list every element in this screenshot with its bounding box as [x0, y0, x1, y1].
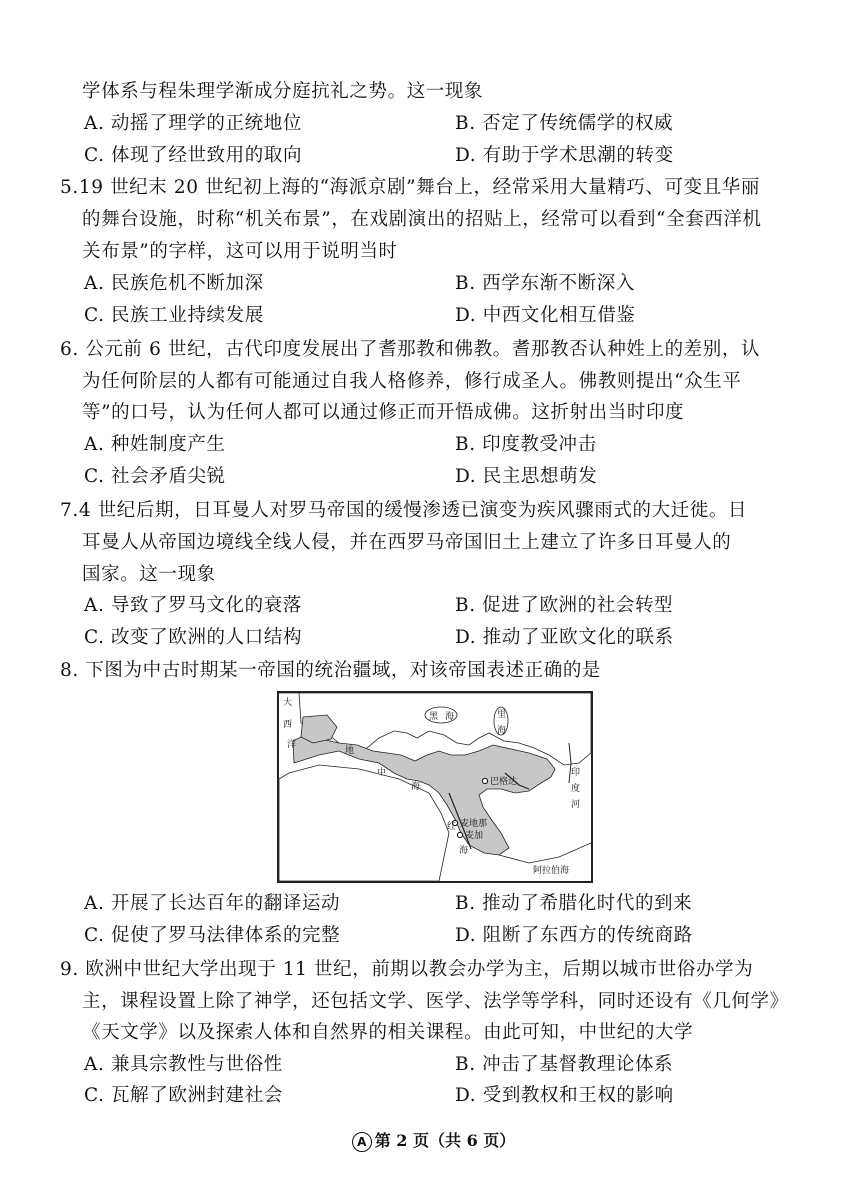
label-atlantic-3: 洋: [287, 740, 297, 750]
q4-option-a[interactable]: A. 动摇了理学的正统地位: [84, 113, 302, 134]
label-indus-2: 度: [571, 784, 581, 794]
label-red-1: 红: [447, 822, 457, 832]
label-med-2: 中: [377, 768, 387, 778]
q5-stem-line-1: 5.19 世纪末 20 世纪初上海的“海派京剧”舞台上，经常采用大量精巧、可变且华丽: [60, 177, 760, 198]
label-atlantic-2: 西: [283, 720, 293, 730]
q5-stem-line-2: 的舞台设施，时称“机关布景”，在戏剧演出的招贴上，经常可以看到“全套西洋机: [82, 209, 762, 230]
q9-stem-line-3: 《天文学》以及探索人体和自然界的相关课程。由此可知，中世纪的大学: [82, 1022, 694, 1043]
q5-option-c[interactable]: C. 民族工业持续发展: [84, 305, 264, 326]
q4-stem-tail: 学体系与程朱理学渐成分庭抗礼之势。这一现象: [82, 81, 484, 102]
label-medina: 麦地那: [460, 819, 488, 829]
label-med-3: 海: [411, 782, 421, 792]
q8-option-a[interactable]: A. 开展了长达百年的翻译运动: [84, 893, 341, 914]
label-arabian-sea: 阿拉伯海: [533, 866, 570, 876]
arabian-sea-coast: [499, 843, 591, 863]
label-caspian-1: 里: [497, 710, 507, 720]
q7-option-d[interactable]: D. 推动了亚欧文化的联系: [455, 627, 674, 648]
q5-option-d[interactable]: D. 中西文化相互借鉴: [455, 305, 636, 326]
label-indus-1: 印: [571, 768, 581, 778]
q5-option-b[interactable]: B. 西学东渐不断深入: [455, 273, 635, 294]
label-black-1: 黑: [429, 712, 439, 722]
q6-option-a[interactable]: A. 种姓制度产生: [84, 434, 226, 455]
q7-stem-line-3: 国家。这一现象: [82, 564, 216, 585]
q8-option-c[interactable]: C. 促使了罗马法律体系的完整: [84, 925, 341, 946]
q9-stem-line-2: 主，课程设置上除了神学，还包括文学、医学、法学等学科，同时还设有《几何学》: [82, 991, 789, 1012]
q4-option-b[interactable]: B. 否定了传统儒学的权威: [455, 113, 674, 134]
q9-option-b[interactable]: B. 冲击了基督教理论体系: [455, 1054, 674, 1075]
q6-option-c[interactable]: C. 社会矛盾尖锐: [84, 466, 226, 487]
mecca-marker: [457, 832, 462, 837]
label-mecca: 麦加: [465, 831, 484, 841]
label-black-2: 海: [445, 712, 455, 722]
q5-option-a[interactable]: A. 民族危机不断加深: [84, 273, 264, 294]
q9-option-a[interactable]: A. 兼具宗教性与世俗性: [84, 1054, 283, 1075]
page-footer: [0, 1128, 867, 1152]
label-baghdad: 巴格达: [490, 777, 518, 787]
q6-option-d[interactable]: D. 民主思想萌发: [455, 466, 598, 487]
q6-stem-line-2: 为任何阶层的人都有可能通过自我人格修养，修行成圣人。佛教则提出“众生平: [82, 371, 742, 392]
q7-stem-line-2: 耳曼人从帝国边境线全线人侵，并在西罗马帝国旧土上建立了许多日耳曼人的: [82, 532, 732, 553]
map-svg: [279, 693, 591, 881]
label-indus-3: 河: [571, 800, 581, 810]
q7-option-b[interactable]: B. 促进了欧洲的社会转型: [455, 595, 674, 616]
label-atlantic-1: 大: [283, 698, 293, 708]
empire-territory-map: [277, 691, 593, 883]
q6-stem-line-3: 等”的口号，认为任何人都可以通过修正而开悟成佛。这折射出当时印度: [82, 402, 685, 423]
q6-option-b[interactable]: B. 印度教受冲击: [455, 434, 597, 455]
q8-option-d[interactable]: D. 阻断了东西方的传统商路: [455, 925, 693, 946]
label-med-1: 地: [345, 746, 355, 756]
baghdad-marker: [482, 778, 487, 783]
q9-option-d[interactable]: D. 受到教权和王权的影响: [455, 1085, 674, 1106]
q6-stem-line-1: 6. 公元前 6 世纪，古代印度发展出了耆那教和佛教。耆那教否认种姓上的差别，认: [60, 339, 761, 360]
page-number-text: 第 2 页（共 6 页）: [374, 1131, 516, 1150]
q7-option-c[interactable]: C. 改变了欧洲的人口结构: [84, 627, 303, 648]
q4-option-c[interactable]: C. 体现了经世致用的取向: [84, 145, 303, 166]
q8-stem-line-1: 8. 下图为中古时期某一帝国的统治疆域，对该帝国表述正确的是: [60, 660, 602, 681]
label-red-2: 海: [459, 846, 469, 856]
q7-stem-line-1: 7.4 世纪后期，日耳曼人对罗马帝国的缓慢渗透已演变为疾风骤雨式的大迁徙。日: [60, 500, 748, 521]
q5-stem-line-3: 关布景”的字样，这可以用于说明当时: [82, 241, 398, 262]
label-caspian-2: 海: [497, 726, 507, 736]
q9-option-c[interactable]: C. 瓦解了欧洲封建社会: [84, 1085, 283, 1106]
q9-stem-line-1: 9. 欧洲中世纪大学出现于 11 世纪，前期以教会办学为主，后期以城市世俗办学为: [60, 959, 754, 980]
q7-option-a[interactable]: A. 导致了罗马文化的衰落: [84, 595, 302, 616]
q8-option-b[interactable]: B. 推动了希腊化时代的到来: [455, 893, 693, 914]
q4-option-d[interactable]: D. 有助于学术思潮的转变: [455, 145, 674, 166]
version-circle-badge: A: [352, 1132, 372, 1152]
